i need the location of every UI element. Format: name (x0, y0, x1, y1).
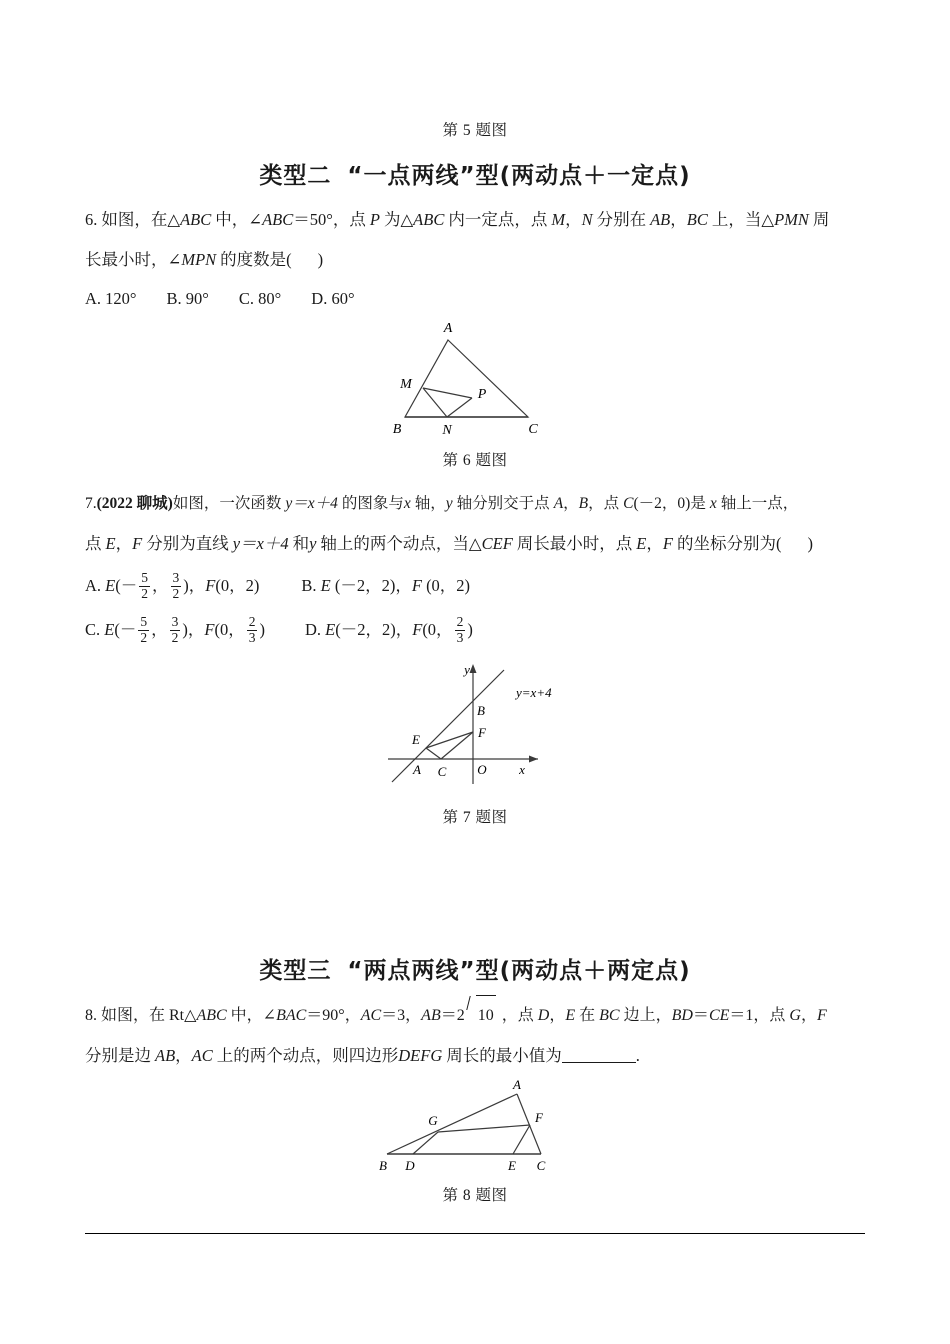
heading-type-2 (85, 157, 865, 190)
q7-A: A (553, 495, 564, 512)
q7-option-c-eclose: )， (182, 620, 205, 639)
figure-6-label-N: N (442, 423, 452, 438)
segment-ec (426, 748, 441, 759)
figure-8-label-E: E (508, 1158, 516, 1173)
fraction-2-3-d (455, 615, 466, 645)
q7-l2t2: 分别为直线 (146, 534, 229, 553)
segment-ba (387, 1094, 517, 1154)
q7-l2t1: 点 (85, 534, 102, 553)
q8-E: E (565, 1007, 576, 1024)
figure-7-label-F: F (478, 725, 486, 740)
question-8-line-2 (85, 1036, 865, 1076)
q6-c2: ， (670, 210, 687, 229)
fraction-3-2-a (171, 571, 182, 601)
segment-gf (438, 1125, 530, 1132)
figure-7-label-x: x (519, 762, 525, 777)
q6-t6: 分别在 (596, 210, 647, 229)
question-8-number: 8. (85, 1007, 97, 1024)
q6-t3: ＝50°，点 (293, 210, 366, 229)
q6-t8: 周 (812, 210, 830, 229)
q6-option-b-key: B. (166, 289, 182, 308)
q7-option-c-fopen: (0， (214, 620, 245, 639)
question-6-number: 6. (85, 210, 98, 229)
q6-l2t3: ) (317, 250, 324, 269)
q8-t3: ＝90°， (306, 1007, 361, 1024)
fraction-3-2-c (170, 615, 181, 645)
figure-caption-6: 第 6 题图 (442, 452, 508, 469)
frac-num: 5 (140, 614, 148, 630)
q7-option-a-ftext: (0，2) (215, 576, 260, 595)
heading-type-3-prefix: 类型三 (259, 958, 332, 984)
q8-l2t1: 分别是边 (85, 1046, 151, 1065)
figure-8-label-F: F (535, 1110, 543, 1125)
q7-CEF: CEF (481, 534, 513, 553)
figure-8-label-G: G (428, 1113, 438, 1128)
q8-t7: 在 (579, 1007, 596, 1024)
q7-l2t7: ) (807, 534, 813, 553)
q7-l2t6: 的坐标分别为( (676, 534, 782, 553)
q8-t1: 如图，在 Rt△ (101, 1007, 197, 1024)
q8-CE: CE (708, 1007, 730, 1024)
q6-ab: AB (650, 210, 671, 229)
figure-7-label-O: O (477, 762, 487, 777)
q6-option-a[interactable] (85, 289, 137, 308)
q7-t5: (－2，0)是 (633, 495, 706, 512)
heading-type-3 (85, 952, 865, 985)
frac-num: 2 (248, 614, 256, 630)
q7-option-d[interactable] (304, 614, 473, 645)
q6-t1: 如图，在△ (101, 210, 181, 229)
q7-B: B (578, 495, 589, 512)
q7-l2t4: 轴上的两个动点，当△ (320, 534, 482, 553)
question-6-options (85, 282, 865, 316)
frac-num: 3 (171, 614, 179, 630)
segment-cf (441, 732, 473, 759)
q6-abc-3: ABC (413, 210, 445, 229)
q7-F: F (132, 534, 143, 553)
q7-option-a-eopen: (－ (115, 576, 138, 595)
q7-option-b-key: B. (301, 576, 317, 595)
q8-AC: AC (360, 1007, 382, 1024)
frac-den: 2 (140, 629, 148, 645)
figure-8-label-B: B (379, 1158, 387, 1173)
frac-num: 5 (141, 570, 149, 586)
question-7-source: (2022 聊城) (96, 495, 173, 512)
triangle-abc (405, 340, 528, 417)
q7-y-2: y (309, 534, 317, 553)
q8-t5: ＝2 (440, 1007, 465, 1024)
q8-t10: ＝1，点 (729, 1007, 786, 1024)
q7-option-c-F: F (204, 620, 215, 639)
question-6-line-2 (85, 240, 865, 280)
q7-option-a-eclose: )， (183, 576, 206, 595)
q8-BAC: BAC (276, 1007, 307, 1024)
q7-E: E (105, 534, 116, 553)
q7-t3: 轴， (414, 495, 446, 512)
q8-DEFG: DEFG (398, 1046, 443, 1065)
q7-option-c-eopen: (－ (114, 620, 137, 639)
figure-6-svg (375, 312, 575, 442)
segment-gd (413, 1132, 438, 1154)
q6-option-d-value: 60° (331, 289, 355, 308)
q7-option-a-F: F (205, 576, 216, 595)
line-y-equals-x-plus-4 (392, 670, 504, 782)
x-axis-arrow (529, 756, 538, 763)
figure-7-label-E: E (412, 732, 420, 747)
question-7 (85, 484, 865, 652)
q7-fn-1: y＝x＋4 (285, 495, 338, 512)
fraction-5-2-a (139, 571, 150, 601)
q6-pmn: PMN (774, 210, 809, 229)
q7-option-b[interactable] (301, 576, 470, 595)
q8-t8: 边上， (623, 1007, 672, 1024)
question-7-number: 7. (85, 495, 97, 512)
q6-c1: ， (565, 210, 582, 229)
q8-l2c: ， (175, 1046, 192, 1065)
q6-option-c-key: C. (238, 289, 255, 308)
figure-6-label-C: C (528, 422, 538, 437)
question-7-options-row-2 (85, 608, 865, 652)
q8-F: F (816, 1007, 827, 1024)
q7-option-d-E: E (325, 620, 336, 639)
q6-option-c[interactable] (239, 289, 281, 308)
y-axis-arrow (470, 664, 477, 673)
q8-t9: ＝ (692, 1007, 709, 1024)
q7-option-b-E: E (320, 576, 331, 595)
q7-option-d-fopen: (0， (422, 620, 453, 639)
q7-option-c-fclose: ) (259, 620, 265, 639)
q6-m: M (551, 210, 566, 229)
q7-option-b-F: F (411, 576, 422, 595)
frac-num: 3 (172, 570, 180, 586)
q7-option-c-E: E (104, 620, 115, 639)
fraction-5-2-c (138, 615, 149, 645)
frac-den: 2 (141, 585, 149, 601)
figure-6-label-M: M (400, 377, 412, 392)
heading-type-3-title: “两点两线”型(两动点＋两定点) (347, 958, 691, 984)
figure-6 (85, 312, 865, 447)
q7-option-a-E: E (105, 576, 116, 595)
q7-l2t5: 周长最小时，点 (516, 534, 633, 553)
q7-option-d-key: D. (304, 620, 321, 639)
q6-abc-1: ABC (180, 210, 212, 229)
figure-7-svg (370, 652, 580, 792)
q7-option-a-comma: ， (152, 576, 169, 595)
q7-y-1: y (445, 495, 453, 512)
figure-8-label-A: A (513, 1078, 521, 1092)
footer-divider (85, 1233, 865, 1234)
q7-option-a[interactable] (85, 570, 260, 601)
figure-7-label-B: B (477, 703, 485, 718)
fraction-2-3-c (247, 615, 258, 645)
figure-caption-5: 第 5 题图 (442, 122, 508, 139)
q8-t6: ，点 (501, 1007, 534, 1024)
figure-caption-7: 第 7 题图 (442, 809, 508, 826)
question-6 (85, 200, 865, 316)
q8-G: G (789, 1007, 801, 1024)
q7-l2t3: 和 (292, 534, 310, 553)
q7-option-c-comma: ， (151, 620, 168, 639)
q6-l2t2: 的度数是( (220, 250, 292, 269)
q7-option-b-ftext: (0，2) (426, 576, 471, 595)
q8-D: D (537, 1007, 550, 1024)
segment-ef (426, 732, 473, 748)
q8-l2-AC: AC (191, 1046, 213, 1065)
figure-6-label-B: B (392, 422, 402, 437)
q8-l2t3: 周长的最小值为 (446, 1046, 562, 1065)
q7-fn-2: y＝x＋4 (232, 534, 289, 553)
frac-den: 2 (171, 629, 179, 645)
q6-abc-2: ABC (262, 210, 294, 229)
q7-x-1: x (403, 495, 411, 512)
q6-bc: BC (686, 210, 708, 229)
figure-8 (85, 1078, 865, 1183)
q8-BD: BD (671, 1007, 693, 1024)
q8-l2t4: . (635, 1046, 640, 1065)
q6-n: N (581, 210, 593, 229)
figure-8-svg (365, 1078, 585, 1178)
q7-t4: 轴分别交于点 (456, 495, 550, 512)
figure-7-line-equation: y=x+4 (516, 685, 552, 700)
sqrt-radicand: 10 (476, 995, 496, 1036)
q7-option-d-etext: (－2，2)， (335, 620, 413, 639)
q6-option-d[interactable] (311, 289, 354, 308)
q7-option-c-key: C. (85, 620, 101, 639)
q6-l2t1: 长最小时，∠ (85, 250, 182, 269)
q6-mpn: MPN (181, 250, 217, 269)
q7-t2: 的图象与 (341, 495, 404, 512)
q7-option-b-etext: (－2，2)， (334, 576, 412, 595)
figure-7 (85, 652, 865, 797)
segment-np (447, 398, 472, 417)
question-7-line-2: 点 E，F 分别为直线 y＝x＋4 和y 轴上的两个动点，当△CEF 周长最小时，点 E，F 的坐标分别为( ) (85, 534, 813, 553)
frac-den: 3 (248, 629, 256, 645)
q6-option-b-value: 90° (185, 289, 209, 308)
frac-num: 2 (456, 614, 464, 630)
q6-t7: 上，当△ (711, 210, 775, 229)
figure-8-label-D: D (405, 1158, 415, 1173)
figure-6-label-A: A (443, 321, 453, 336)
frac-den: 2 (172, 585, 180, 601)
heading-type-2-title: “一点两线”型(两动点＋一定点) (347, 163, 691, 189)
sqrt-10 (467, 995, 496, 1036)
figure-6-label-P: P (477, 387, 487, 402)
q7-F2: F (662, 534, 673, 553)
figure-8-label-C: C (536, 1158, 546, 1173)
q8-t4: ＝3， (381, 1007, 422, 1024)
q7-x-2: x (709, 495, 717, 512)
q6-t2: 中，∠ (215, 210, 263, 229)
q7-E2: E (636, 534, 647, 553)
heading-type-2-prefix: 类型二 (259, 163, 332, 189)
q7-t1: 如图，一次函数 (172, 495, 282, 512)
q6-option-a-key: A. (85, 289, 102, 308)
question-7-options-row-1 (85, 564, 865, 608)
figure-7-label-C: C (437, 764, 447, 779)
q6-t5: 内一定点，点 (448, 210, 548, 229)
q7-option-c[interactable] (85, 614, 265, 645)
q7-option-d-fclose: ) (467, 620, 473, 639)
q6-option-a-value: 120° (105, 289, 137, 308)
question-6-line-1 (85, 200, 865, 240)
q8-AB: AB (421, 1007, 441, 1024)
q8-BC: BC (599, 1007, 620, 1024)
q8-ABC: ABC (196, 1007, 227, 1024)
q6-p: P (369, 210, 380, 229)
q7-option-d-F: F (412, 620, 423, 639)
question-8-line-1: 8. 如图，在 Rt△ABC 中，∠BAC＝90°，AC＝3，AB＝2 10 ，点 D，E 在 BC 边上，BD＝CE＝1，点 G，F (85, 995, 865, 1036)
q7-option-a-key: A. (85, 576, 102, 595)
q8-l2t2: 上的两个动点，则四边形 (216, 1046, 399, 1065)
question-8 (85, 995, 865, 1076)
q6-option-d-key: D. (311, 289, 328, 308)
question-7-line-1: 7.(2022 聊城)如图，一次函数 y＝x＋4 的图象与x 轴，y 轴分别交于点 A，B，点 C(－2，0)是 x 轴上一点， (85, 495, 799, 512)
q6-t4: 为△ (383, 210, 414, 229)
q7-t6: 轴上一点， (720, 495, 799, 512)
q7-C: C (623, 495, 634, 512)
q8-l2-AB: AB (155, 1046, 176, 1065)
figure-7-label-y: y (464, 662, 470, 677)
figure-7-label-A: A (413, 762, 421, 777)
q8-answer-blank[interactable] (562, 1048, 636, 1063)
q6-option-c-value: 80° (258, 289, 282, 308)
figure-caption-8: 第 8 题图 (442, 1187, 508, 1204)
frac-den: 3 (456, 629, 464, 645)
segment-fe (513, 1125, 530, 1154)
q6-option-b[interactable] (167, 289, 209, 308)
q8-t2: 中，∠ (230, 1007, 277, 1024)
